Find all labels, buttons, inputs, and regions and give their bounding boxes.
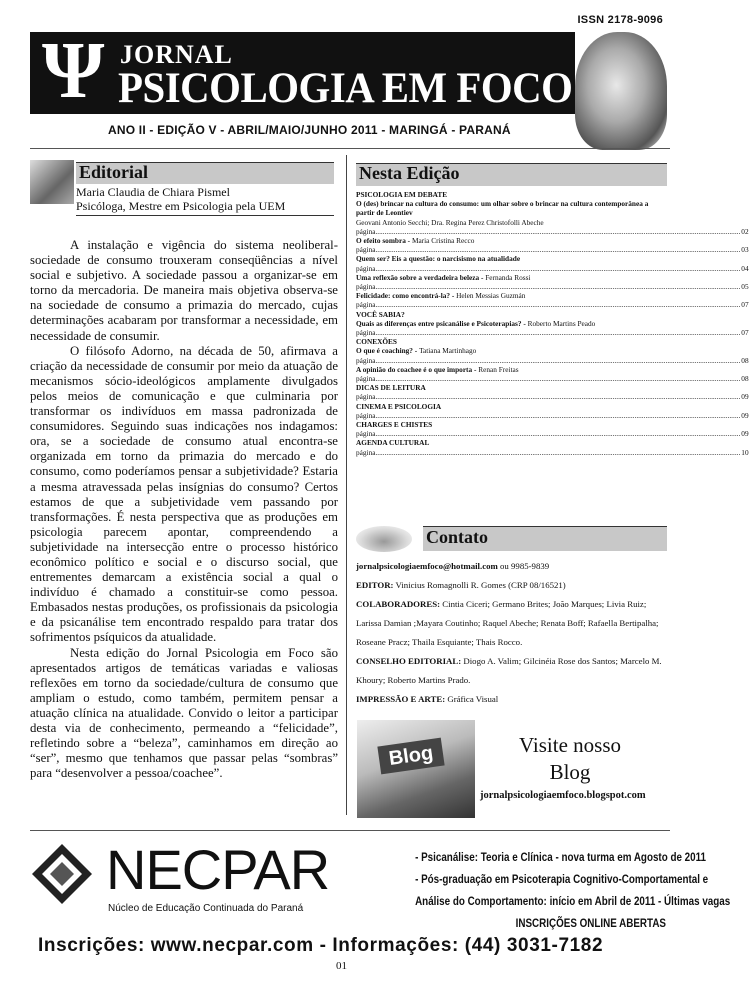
masthead-kicker: JORNAL	[120, 40, 233, 69]
toc-entry	[356, 364, 749, 384]
toc-heading: Nesta Edição	[359, 163, 460, 183]
toc-page-label: página	[356, 410, 376, 420]
toc-page-number: 04	[741, 263, 749, 273]
toc-article	[356, 291, 667, 300]
toc-entry	[356, 310, 667, 319]
toc-page-row	[356, 300, 749, 310]
toc-article-title: Quais as diferenças entre psicanálise e Psicoterapias?	[356, 318, 522, 328]
toc-page-row	[356, 374, 749, 384]
bottom-divider	[30, 830, 670, 831]
editorial-header	[30, 160, 335, 216]
editorial-byline	[76, 185, 285, 213]
toc-article-authors: Geovani Antonio Secchi; Dra. Regina Perez Christofolli Abeche	[356, 217, 544, 227]
toc-entry	[356, 291, 749, 310]
toc-page-row	[356, 355, 749, 365]
toc-dot-leader: ........................................................................................................................................................................................................	[375, 392, 741, 402]
toc-page-row	[356, 392, 749, 402]
board-line	[356, 652, 667, 690]
toc-entry	[356, 438, 749, 457]
toc-article-title: Uma reflexão sobre a verdadeira beleza	[356, 272, 480, 282]
toc-article-title: O efeito sombra	[356, 236, 406, 246]
registration-footer: Inscrições: www.necpar.com - Informações: (44) 3031-7182	[38, 935, 604, 956]
toc-dot-leader: ........................................................................................................................................................................................................	[375, 300, 741, 310]
toc-page-number: 02	[741, 226, 749, 236]
toc-page-label: página	[356, 429, 376, 439]
necpar-logo-icon	[30, 842, 94, 906]
toc-page-row	[356, 282, 749, 292]
toc-entry	[356, 190, 667, 199]
toc-page-number: 03	[741, 245, 749, 255]
pen-writing-image	[30, 160, 74, 204]
toc-page-label: página	[356, 300, 376, 310]
toc-separator: -	[405, 236, 412, 246]
toc-dot-leader: ........................................................................................................................................................................................................	[375, 226, 741, 236]
toc-page-label: página	[356, 226, 376, 236]
toc-dot-leader: ........................................................................................................................................................................................................	[375, 374, 741, 384]
top-divider	[30, 148, 670, 149]
contact-phone: ou 9985-9839	[497, 561, 550, 571]
toc-page-row	[356, 263, 749, 273]
editorial-paragraph: O filósofo Adorno, na década de 50, afirmava a criação da necessidade de consumir por meio da atuação de mecanismos sócio-ideológicos amplamente divulgados pelos meios de comunicação e que culminaria por transformar os indivíduos em massa padronizada de consumidores. Seguindo suas indicações nos indagamos: ora, se a sociedade de consumo atual encontra-se organizada em torno da primazia do mercado e do consumo, como poderíamos pensar a subjetividade? Estaria a mesma atravessada pelas insígnias do consumo? Certos estamos de que a subjetividade vem passando por transformações. É nesta perspectiva que as produções em psicologia parecem apontar, compreendendo a subjetividade na intersecção entre o processo histórico econômico político e social e o discurso social, que entrementes demarcam a existência social a qual o indivíduo é chamado a constituir-se como pessoa. Embasados nestas produções, os profissionais da psicologia e da psicanálise tem encontrado respaldo para tratar dos sofrimentos psíquicos da atualidade.	[30, 343, 338, 645]
board-label: CONSELHO EDITORIAL:	[356, 656, 462, 666]
toc-page-number: 09	[741, 392, 749, 402]
toc-dot-leader: ........................................................................................................................................................................................................	[375, 355, 741, 365]
toc-page-number: 05	[741, 282, 749, 292]
collaborators-names: Cintia Ciceri; Germano Brites; João Marques; Livia Ruiz; Larissa Damian ;Mayara Coutinho; Raquel Abeche; Renata Boff; Rafaella Bertipalha; Roseane Pracz; Thaila Esquiante; Thais Rocco.	[356, 599, 659, 647]
toc-dot-leader: ........................................................................................................................................................................................................	[375, 410, 741, 420]
toc-article	[356, 236, 667, 245]
toc-page-label: página	[356, 447, 376, 457]
toc-page-label: página	[356, 374, 376, 384]
contact-heading: Contato	[426, 527, 488, 547]
toc-article-authors: Roberto Martins Peado	[527, 318, 596, 328]
visit-line-1: Visite nosso	[519, 733, 621, 757]
toc-separator: -	[479, 272, 486, 282]
psi-logo-icon: Ψ	[42, 27, 105, 115]
contact-block	[356, 557, 667, 709]
toc-article-title: A opinião do coachee é o que importa	[356, 364, 473, 374]
toc-entry	[356, 337, 667, 346]
toc-article-title: O que é coaching?	[356, 346, 413, 356]
toc-article-authors: Fernanda Rossi	[485, 272, 531, 282]
toc-article	[356, 319, 667, 328]
editor-label: EDITOR:	[356, 580, 394, 590]
toc-entry	[356, 254, 749, 273]
toc-article	[356, 254, 667, 263]
toc-section: CINEMA E PSICOLOGIA	[356, 401, 442, 411]
editor-line	[356, 576, 667, 595]
toc-page-label: página	[356, 392, 376, 402]
toc-entry	[356, 383, 749, 402]
toc-entry	[356, 199, 749, 236]
toc-article	[356, 346, 667, 355]
masthead	[30, 27, 575, 115]
issn-label: ISSN 2178-9096	[577, 14, 663, 26]
toc-page-label: página	[356, 328, 376, 338]
toc-entry	[356, 401, 749, 420]
blog-keyboard-image	[357, 720, 475, 818]
toc-page-number: 10	[741, 447, 749, 457]
toc-page-label: página	[356, 355, 376, 365]
print-line	[356, 690, 667, 709]
toc-page-row	[356, 226, 749, 236]
print-label: IMPRESSÃO E ARTE:	[356, 694, 446, 704]
page-number: 01	[336, 960, 347, 972]
toc-entry	[356, 318, 749, 338]
toc-page-label: página	[356, 282, 376, 292]
toc-dot-leader: ........................................................................................................................................................................................................	[375, 328, 741, 338]
toc-entry	[356, 346, 749, 365]
toc-section: PSICOLOGIA EM DEBATE	[356, 190, 448, 199]
toc-page-row	[356, 429, 749, 439]
editorial-heading: Editorial	[79, 162, 149, 182]
necpar-subtitle: Núcleo de Educação Continuada do Paraná	[108, 903, 304, 914]
necpar-brand: NECPAR	[106, 838, 330, 901]
promo-line: - Pós-graduação em Psicoterapia Cognitivo-Comportamental e	[415, 872, 709, 886]
toc-separator: -	[450, 291, 457, 301]
visit-line-2: Blog	[549, 760, 591, 784]
toc-section: DICAS DE LEITURA	[356, 383, 426, 393]
edition-line: ANO II - EDIÇÃO V - ABRIL/MAIO/JUNHO 2011 - MARINGÁ - PARANÁ	[108, 123, 511, 137]
toc-section: CHARGES E CHISTES	[356, 420, 433, 430]
toc-page-number: 07	[741, 328, 749, 338]
contact-email[interactable]: jornalpsicologiaemfoco@hotmail.com	[356, 561, 498, 571]
toc-article	[356, 199, 667, 217]
editorial-paragraph: A instalação e vigência do sistema neoliberal-sociedade de consumo trouxeram conseqüências a nível social e subjetivo. A sociedade passou a organizar-se em torno da mercadoria. De maneira mais objetiva observa-se na sociedade de consumo a primazia do mercado, cujas determinações acabaram por transformar a necessidade, em necessidade de consumir.	[30, 238, 338, 343]
toc-dot-leader: ........................................................................................................................................................................................................	[375, 447, 741, 457]
toc-page-label: página	[356, 245, 376, 255]
toc-page-number: 09	[741, 429, 749, 439]
brain-head-image	[575, 32, 667, 150]
editorial-paragraph: Nesta edição do Jornal Psicologia em Foco são apresentados artigos de temáticas variadas e valiosas reflexões em torno da sociedade/cultura de consumo que ampliam o estudo, como também, permitem pensar a atuação clínica na atualidade. Convido o leitor a participar desta via de conhecimento, permeando a “felicidade”, refletindo sobre a “beleza”, caminhamos em direção ao “ser”, mesmo que tenhamos que passar pelas “sombras” para “desenvolver a pessoa/coachee”.	[30, 645, 338, 781]
editorial-credentials: Psicóloga, Mestre em Psicologia pela UEM	[76, 199, 286, 213]
toc-article-title: O (des) brincar na cultura do consumo: um olhar sobre o brincar na cultura contemporânea a partir de Leontiev	[356, 199, 649, 218]
toc-section: VOCÊ SABIA?	[356, 309, 405, 319]
toc-article	[356, 365, 667, 374]
blog-key-label: Blog	[377, 738, 444, 775]
toc-article-title: Quem ser? Eis a questão: o narcisismo na atualidade	[356, 254, 521, 264]
toc-separator: -	[412, 346, 420, 356]
promo-line: Análise do Comportamento: início em Abril de 2011 - Últimas vagas	[415, 894, 731, 908]
toc-page-row	[356, 447, 749, 457]
toc-article-authors: Renan Freitas	[478, 364, 519, 374]
toc-article-authors: Maria Cristina Recco	[411, 236, 475, 246]
toc-page-label: página	[356, 263, 376, 273]
editorial-rule	[76, 215, 334, 216]
toc-dot-leader: ........................................................................................................................................................................................................	[375, 263, 741, 273]
toc-entry	[356, 272, 749, 292]
toc-separator: -	[472, 364, 479, 374]
toc-section: CONEXÕES	[356, 337, 397, 347]
editorial-heading-bar	[76, 162, 334, 184]
table-of-contents	[356, 190, 749, 457]
promo-block	[360, 846, 731, 934]
promo-line: - Psicanálise: Teoria e Clínica - nova turma em Agosto de 2011	[415, 850, 707, 864]
toc-article-title: Felicidade: como encontrá-la?	[356, 291, 451, 301]
toc-heading-bar	[356, 163, 667, 186]
blog-url-link[interactable]: jornalpsicologiaemfoco.blogspot.com	[480, 790, 646, 801]
toc-page-row	[356, 245, 749, 255]
toc-dot-leader: ........................................................................................................................................................................................................	[375, 429, 741, 439]
print-name: Gráfica Visual	[445, 694, 499, 704]
toc-page-number: 09	[741, 410, 749, 420]
toc-article	[356, 273, 667, 282]
visit-blog-text	[495, 732, 645, 786]
masthead-title: PSICOLOGIA EM FOCO	[118, 65, 573, 112]
editorial-author: Maria Claudia de Chiara Pismel	[76, 185, 230, 199]
toc-article-authors: Tatiana Martinhago	[419, 346, 477, 356]
editorial-body	[30, 238, 338, 781]
collaborators-line	[356, 595, 667, 652]
toc-article-authors: Helen Messias Guzmán	[456, 291, 526, 301]
promo-line: INSCRIÇÕES ONLINE ABERTAS	[515, 916, 666, 930]
handshake-image	[356, 526, 412, 552]
toc-section: AGENDA CULTURAL	[356, 438, 430, 448]
column-divider	[346, 155, 347, 815]
contact-heading-bar	[423, 526, 667, 551]
toc-page-row	[356, 328, 749, 338]
toc-page-number: 08	[741, 355, 749, 365]
toc-separator: -	[521, 318, 528, 328]
toc-entry	[356, 420, 749, 439]
toc-page-number: 07	[741, 300, 749, 310]
board-names: Diogo A. Valim; Gilcinéia Rose dos Santos; Marcelo M. Khoury; Roberto Martins Prado.	[356, 656, 662, 685]
contact-email-line	[356, 557, 667, 576]
editor-name: Vinicius Romagnolli R. Gomes (CRP 08/16521)	[393, 580, 566, 590]
toc-entry	[356, 236, 749, 255]
toc-page-number: 08	[741, 374, 749, 384]
collaborators-label: COLABORADORES:	[356, 599, 441, 609]
toc-dot-leader: ........................................................................................................................................................................................................	[375, 282, 741, 292]
toc-dot-leader: ........................................................................................................................................................................................................	[375, 245, 741, 255]
toc-page-row	[356, 410, 749, 420]
